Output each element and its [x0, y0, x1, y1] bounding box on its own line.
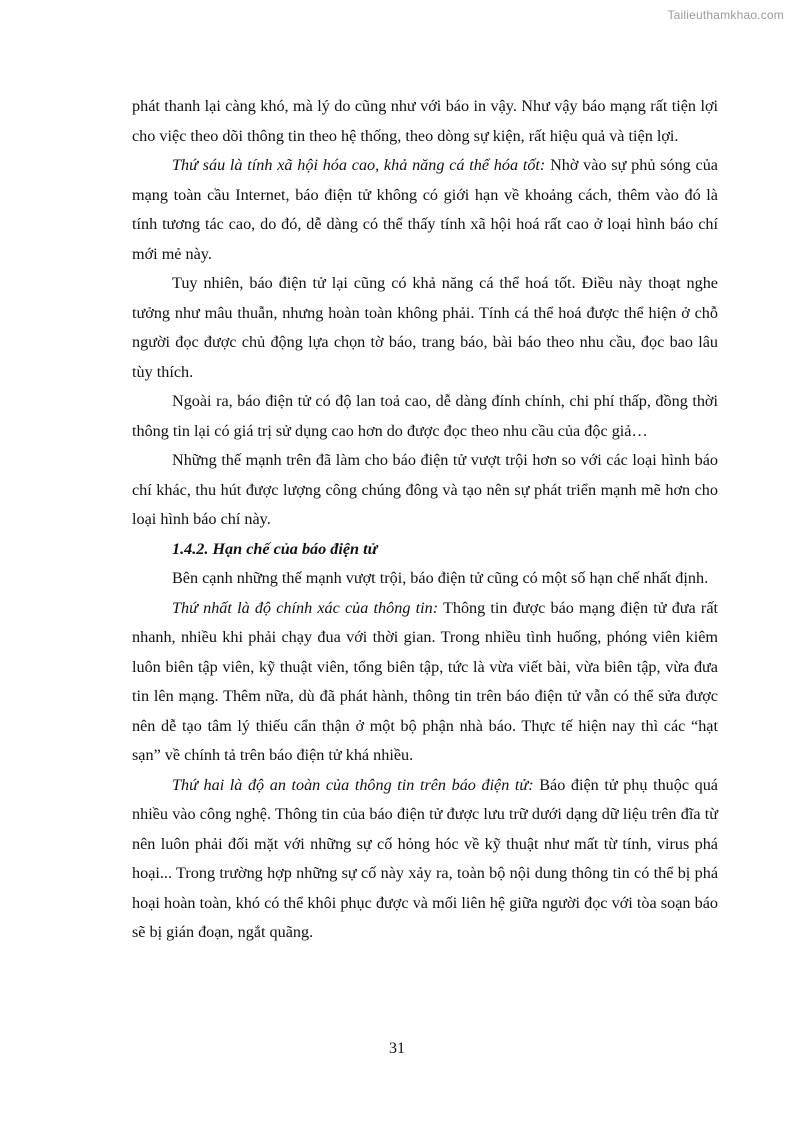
- paragraph-7: Thứ nhất là độ chính xác của thông tin: Thông tin được báo mạng điện tử đưa rất nhanh, nhiều khi phải chạy đua với thời gian. Trong nhiều tình huống, phóng viên kiêm luôn biên tập viên, kỹ thuật viên, tổng biên tập, tức là vừa viết bài, vừa biên tập, vừa đưa tin lên mạng. Thêm nữa, dù đã phát hành, thông tin trên báo điện tử vẫn có thể sửa được nên dễ tạo tâm lý thiếu cẩn thận ở một bộ phận nhà báo. Thực tế hiện nay thì các “hạt sạn” về chính tả trên báo điện tử khá nhiều.: [132, 598, 718, 764]
- paragraph-6: Bên cạnh những thế mạnh vượt trội, báo điện tử cũng có một số hạn chế nhất định.: [172, 569, 709, 587]
- paragraph-2: Thứ sáu là tính xã hội hóa cao, khả năng cá thể hóa tốt: Nhờ vào sự phủ sóng của mạng toàn cầu Internet, báo điện tử không có giới hạn về khoảng cách, thêm vào đó là tính tương tác cao, do đó, dễ dàng có thể thấy tính xã hội hoá rất cao ở loại hình báo chí mới mẻ này.: [132, 156, 718, 263]
- paragraph-3: Tuy nhiên, báo điện tử lại cũng có khả năng cá thể hoá tốt. Điều này thoạt nghe tưởng như mâu thuẫn, nhưng hoàn toàn không phải. Tính cá thể hoá được thể hiện ở chỗ người đọc được chủ động lựa chọn tờ báo, trang báo, bài báo theo nhu cầu, đọc bao lâu tùy thích.: [132, 274, 718, 381]
- paragraph-4: Ngoài ra, báo điện tử có độ lan toả cao, dễ dàng đính chính, chi phí thấp, đồng thời thông tin lại có giá trị sử dụng cao hơn do được đọc theo nhu cầu của độc giả…: [132, 392, 718, 440]
- document-body: [132, 92, 718, 948]
- paragraph-8: Thứ hai là độ an toàn của thông tin trên báo điện tử: Báo điện tử phụ thuộc quá nhiều vào công nghệ. Thông tin của báo điện tử được lưu trữ dưới dạng dữ liệu trên đĩa từ nên luôn phải đối mặt với những sự cố hỏng hóc về kỹ thuật như mất từ tính, virus phá hoại... Trong trường hợp những sự cố này xảy ra, toàn bộ nội dung thông tin có thể bị phá hoại hoàn toàn, khó có thể khôi phục được và mối liên hệ giữa người đọc với tòa soạn báo sẽ bị gián đoạn, ngắt quãng.: [132, 775, 718, 941]
- watermark: Tailieuthamkhao.com: [667, 8, 784, 22]
- paragraph-1: phát thanh lại càng khó, mà lý do cũng như với báo in vậy. Như vậy báo mạng rất tiện lợi cho việc theo dõi thông tin theo hệ thống, theo dòng sự kiện, rất hiệu quả và tiện lợi.: [132, 97, 718, 145]
- page-number: 31: [389, 1040, 405, 1057]
- section-heading: 1.4.2. Hạn chế của báo điện tử: [172, 539, 378, 558]
- paragraph-5: Những thế mạnh trên đã làm cho báo điện tử vượt trội hơn so với các loại hình báo chí khác, thu hút được lượng công chúng đông và tạo nên sự phát triển mạnh mẽ hơn cho loại hình báo chí này.: [132, 451, 718, 528]
